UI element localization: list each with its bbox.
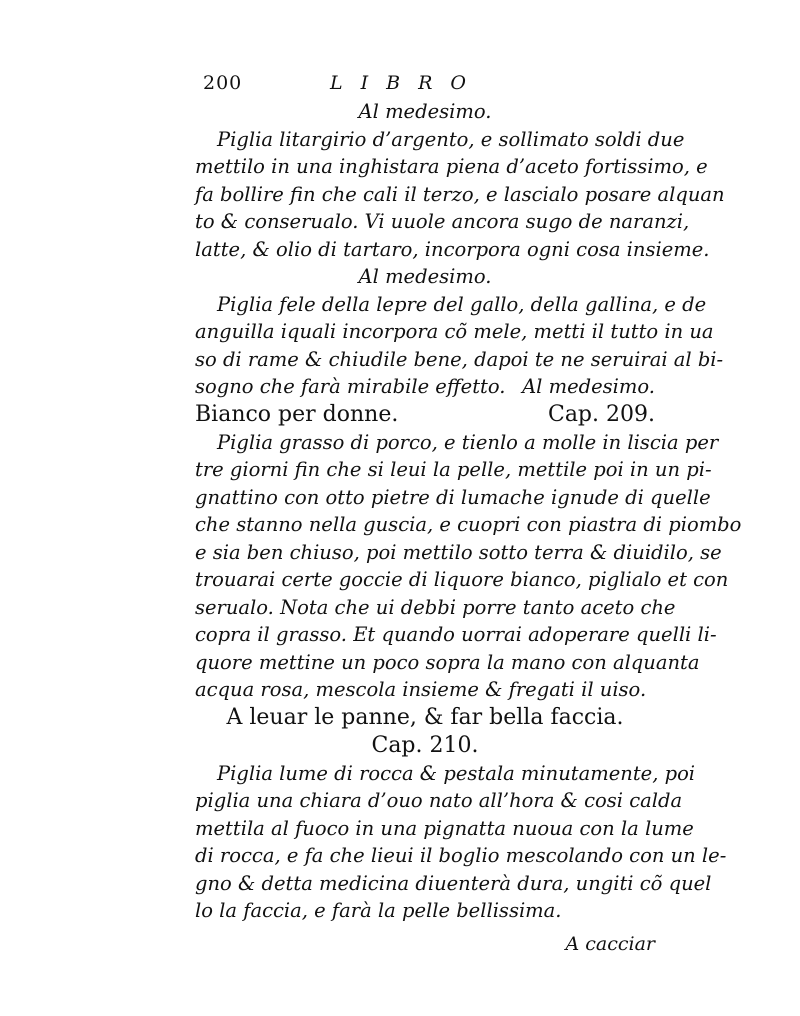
running-header [195, 72, 655, 98]
section-heading: Al medesimo. [358, 100, 492, 123]
chapter-heading [195, 401, 655, 429]
chapter-title: Bianco per donne. [195, 401, 399, 427]
text-fragment: sogno che farà mirabile effetto. [195, 375, 506, 398]
text-line: mettila al fuoco in una pignatta nuoua con la lume [195, 816, 694, 840]
chapter-number: Cap. 210. [371, 732, 479, 758]
text-line: copra il grasso. Et quando uorrai adoperare quelli li- [195, 623, 717, 646]
text-line: che stanno nella guscia, e cuopri con piastra di piombo [195, 513, 742, 536]
text-line: piglia una chiara d’ouo nato all’hora & cosi calda [195, 789, 683, 812]
text-line: trouarai certe goccie di liquore bianco, piglialo et con [195, 568, 729, 591]
text-line: e sia ben chiuso, poi mettilo sotto terra & diuidilo, se [195, 540, 722, 564]
section-heading: Al medesimo. [358, 265, 492, 288]
text-line: anguilla iquali incorpora cõ mele, metti il tutto in ua [195, 320, 714, 343]
chapter-title: A leuar le panne, & far bella faccia. [226, 704, 624, 730]
text-line: Piglia fele della lepre del gallo, della gallina, e de [217, 292, 707, 316]
running-title: LIBRO [330, 72, 484, 94]
text-line [195, 373, 655, 401]
chapter-number: Cap. 209. [547, 401, 655, 427]
text-line: mettilo in una inghistara piena d’aceto fortissimo, e [195, 155, 708, 178]
text-line: lo la faccia, e farà la pelle bellissima. [195, 899, 562, 922]
text-line: to & conserualo. Vi uuole ancora sugo de naranzi, [195, 210, 690, 233]
book-page [195, 72, 742, 958]
text-line: latte, & olio di tartaro, incorpora ogni cosa insieme. [195, 237, 710, 261]
text-line: Piglia lume di rocca & pestala minutamente, poi [217, 761, 696, 785]
text-line: so di rame & chiudile bene, dapoi te ne seruirai al bi- [195, 347, 724, 371]
text-line: gno & detta medicina diuenterà dura, ungiti cõ quel [195, 871, 712, 895]
text-line: serualo. Nota che ui debbi porre tanto aceto che [195, 595, 676, 619]
text-line: quore mettine un poco sopra la mano con alquanta [195, 650, 700, 674]
text-line: Piglia litargirio d’argento, e sollimato soldi due [217, 127, 685, 151]
page-number: 200 [203, 72, 243, 94]
catchword: A cacciar [565, 932, 655, 955]
text-line: gnattino con otto pietre di lumache ignude di quelle [195, 485, 711, 509]
text-line: acqua rosa, mescola insieme & fregati il uiso. [195, 678, 647, 701]
section-heading: Al medesimo. [522, 375, 655, 398]
text-line: tre giorni fin che si leui la pelle, mettile poi in un pi- [195, 458, 712, 481]
text-line: di rocca, e fa che lieui il boglio mescolando con un le- [195, 844, 727, 867]
text-line: Piglia grasso di porco, e tienlo a molle in liscia per [217, 430, 719, 454]
text-line: fa bollire fin che cali il terzo, e lascialo posare alquan [195, 182, 725, 206]
